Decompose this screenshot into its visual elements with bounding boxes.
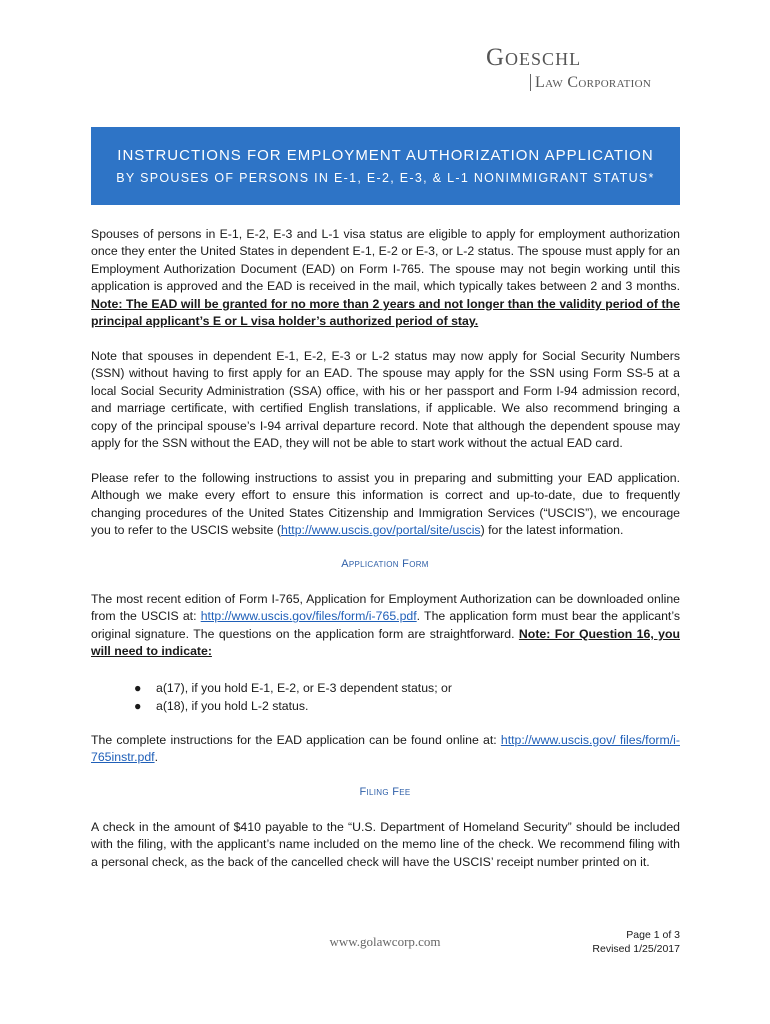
list-item-text: a(18), if you hold L-2 status. xyxy=(156,699,309,713)
instructions-text-after: . xyxy=(154,750,159,765)
form-text-after: . The application form must bear the applicant’s original signature. The questions on the application form are straightforward. xyxy=(91,609,680,641)
fee-paragraph xyxy=(91,819,680,871)
ead-validity-note: Note: The EAD will be granted for no more than 2 years and not longer than the validity period of the principal applicant’s E or L visa holder’s authorized period of stay. xyxy=(91,296,680,329)
bullet-icon: ● xyxy=(134,681,142,695)
uscis-website-link[interactable]: http://www.uscis.gov/portal/site/uscis xyxy=(281,523,481,538)
form-i765-link[interactable]: http://www.uscis.gov/files/form/i-765.pdf xyxy=(200,609,417,624)
list-item xyxy=(132,697,452,715)
page-info xyxy=(592,928,680,956)
page-number: Page 1 of 3 xyxy=(626,929,680,941)
form-text-before: The most recent edition of Form I-765, Application for Employment Authorization can be downloaded online from the USCIS at: xyxy=(91,592,680,624)
question-16-list xyxy=(132,679,452,715)
title-banner xyxy=(91,127,680,205)
document-subtitle: BY SPOUSES OF PERSONS IN E-1, E-2, E-3, & L-1 NONIMMIGRANT STATUS* xyxy=(116,171,655,185)
refer-paragraph xyxy=(91,470,680,540)
footer-website: www.golawcorp.com xyxy=(329,934,441,949)
bullet-icon: ● xyxy=(134,699,142,713)
refer-text-after: ) for the latest information. xyxy=(480,523,624,538)
list-item xyxy=(132,679,452,697)
section-heading-application-form: Application Form xyxy=(341,558,429,570)
intro-paragraph xyxy=(91,226,680,330)
intro-text: Spouses of persons in E-1, E-2, E-3 and L-1 visa status are eligible to apply for employment authorization once they enter the United States in dependent E-1, E-2 or E-3, or L-2 status. The spouse must apply for an Employment Authorization Document (EAD) on Form I-765. The spouse may not begin working until this application is approved and the EAD is received in the mail, which typically takes between 2 and 3 months. xyxy=(91,227,680,294)
instructions-pdf-link[interactable]: http://www.uscis.gov/ files/form/i-765instr.pdf xyxy=(91,733,680,765)
ssn-text: Note that spouses in dependent E-1, E-2, E-3 or L-2 status may now apply for Social Security Numbers (SSN) without having to first apply for an EAD. The spouse may apply for the SSN using Form SS-5 at a local Social Security Administration (SSA) office, with his or her passport and Form I-94 admission record, and marriage certificate, with certified English translations, if applicable. We also recommend bringing a copy of the principal spouse’s I-94 arrival departure record. Note that although the dependent spouse may apply for the SSN without the EAD, they will not be able to start work without the actual EAD card. xyxy=(91,349,680,451)
instructions-text-before: The complete instructions for the EAD application can be found online at: xyxy=(91,733,501,747)
section-heading-filing-fee: Filing Fee xyxy=(359,786,411,798)
instructions-paragraph xyxy=(91,732,680,767)
ssn-paragraph xyxy=(91,348,680,452)
firm-logo xyxy=(486,44,652,91)
question-16-note: Note: For Question 16, you will need to indicate: xyxy=(91,626,680,659)
fee-text: A check in the amount of $410 payable to the “U.S. Department of Homeland Security” should be included with the filing, with the applicant’s name included on the memo line of the check. We recommend filing with a personal check, as the back of the cancelled check will have the USCIS’ receipt number printed on it. xyxy=(91,820,680,869)
list-item-text: a(17), if you hold E-1, E-2, or E-3 dependent status; or xyxy=(156,681,452,695)
document-title: INSTRUCTIONS FOR EMPLOYMENT AUTHORIZATION APPLICATION xyxy=(117,147,654,164)
refer-text-before: Please refer to the following instructions to assist you in preparing and submitting your EAD application. Although we make every effort to ensure this information is correct and up-to-date, due to frequently changing procedures of the United States Citizenship and Immigration Services (“USCIS”), we encourage you to refer to the USCIS website ( xyxy=(91,471,680,538)
revision-date: Revised 1/25/2017 xyxy=(592,943,680,955)
form-paragraph xyxy=(91,591,680,661)
logo-subtitle: Law Corporation xyxy=(530,74,651,91)
logo-firm-name: Goeschl xyxy=(486,44,582,71)
